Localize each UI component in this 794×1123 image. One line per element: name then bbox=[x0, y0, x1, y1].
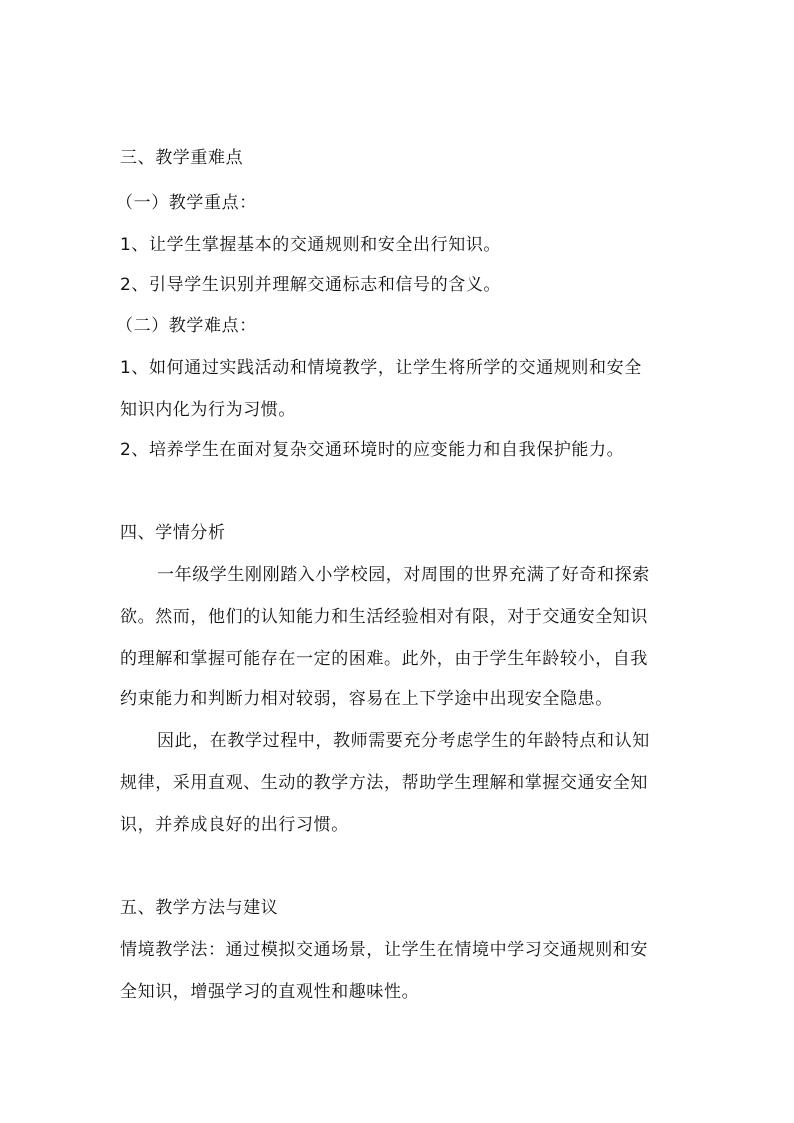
paragraph-line: 约束能力和判断力相对较弱，容易在上下学途中出现安全隐患。 bbox=[120, 689, 613, 709]
section-3-heading: 三、教学重难点 bbox=[120, 148, 244, 168]
section-5-heading: 五、教学方法与建议 bbox=[120, 898, 279, 918]
paragraph-line: 识，并养成良好的出行习惯。 bbox=[120, 815, 349, 835]
key-points-heading: （一）教学重点： bbox=[116, 193, 257, 213]
paragraph-line: 的理解和掌握可能存在一定的困难。此外，由于学生年龄较小，自我 bbox=[120, 649, 648, 669]
paragraph-line: 欲。然而，他们的认知能力和生活经验相对有限，对于交通安全知识 bbox=[120, 607, 648, 627]
section-4-heading: 四、学情分析 bbox=[120, 523, 226, 543]
paragraph-line: 因此，在教学过程中，教师需要充分考虑学生的年龄特点和认知 bbox=[157, 731, 650, 751]
paragraph-line: 规律，采用直观、生动的教学方法，帮助学生理解和掌握交通安全知 bbox=[120, 773, 648, 793]
difficult-point-2: 2、培养学生在面对复杂交通环境时的应变能力和自我保护能力。 bbox=[120, 440, 625, 460]
method-line: 情境教学法：通过模拟交通场景，让学生在情境中学习交通规则和安 bbox=[120, 940, 648, 960]
difficult-point-1-line-1: 1、如何通过实践活动和情境教学，让学生将所学的交通规则和安全 bbox=[120, 358, 642, 378]
key-point-2: 2、引导学生识别并理解交通标志和信号的含义。 bbox=[120, 275, 502, 295]
difficult-points-heading: （二）教学难点： bbox=[116, 316, 257, 336]
difficult-point-1-line-2: 知识内化为行为习惯。 bbox=[120, 400, 296, 420]
paragraph-line: 一年级学生刚刚踏入小学校园，对周围的世界充满了好奇和探索 bbox=[157, 565, 650, 585]
method-line: 全知识，增强学习的直观性和趣味性。 bbox=[120, 982, 420, 1002]
key-point-1: 1、让学生掌握基本的交通规则和安全出行知识。 bbox=[120, 235, 502, 255]
